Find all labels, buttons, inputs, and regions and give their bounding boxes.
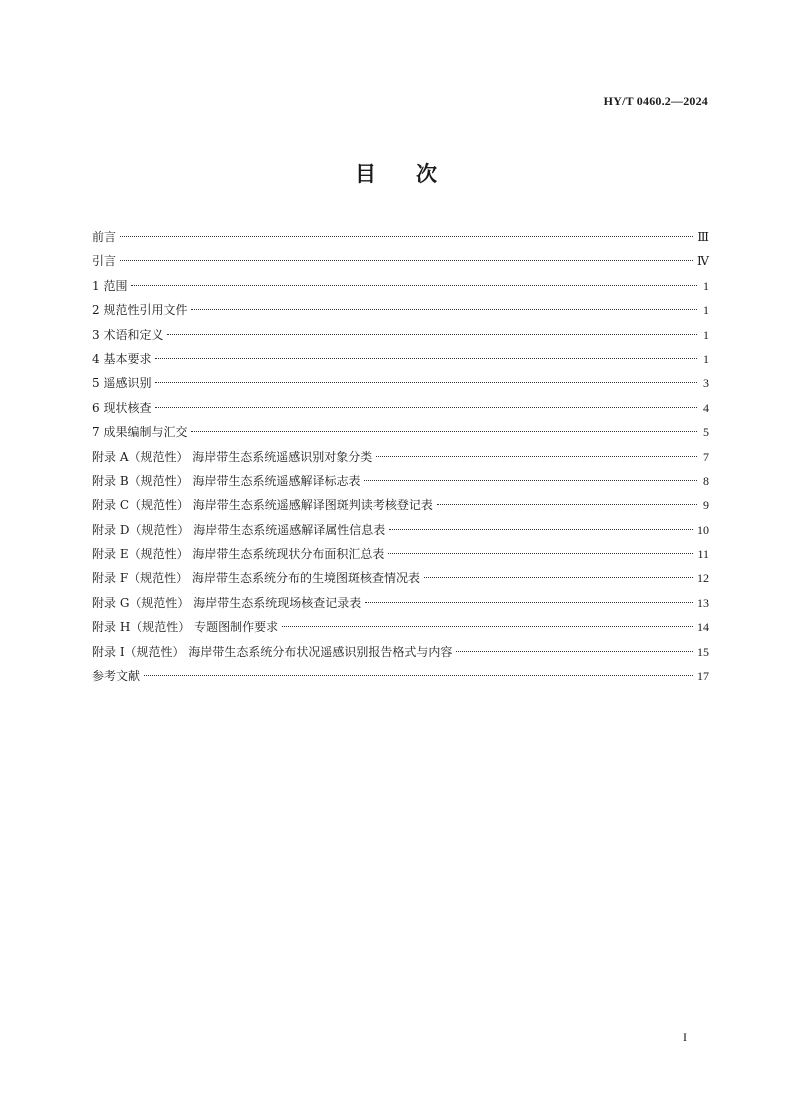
toc-entry-page: 1 bbox=[703, 278, 709, 293]
page-title: 目次 bbox=[355, 162, 477, 186]
toc-entry-label: 参考文献 bbox=[92, 669, 141, 684]
toc-leader-dots bbox=[437, 504, 697, 505]
toc-entry-page: 1 bbox=[703, 303, 709, 318]
toc-entry-label: 附录 A（规范性） 海岸带生态系统遥感识别对象分类 bbox=[92, 449, 373, 464]
toc-leader-dots bbox=[191, 431, 697, 432]
toc-entry-label: 前言 bbox=[92, 230, 117, 244]
toc-entry[interactable] bbox=[92, 373, 709, 397]
toc-leader-dots bbox=[388, 553, 693, 554]
toc-entry[interactable] bbox=[92, 593, 709, 617]
toc-entry-page: 1 bbox=[703, 351, 709, 366]
toc-entry-label: 1 范围 bbox=[92, 278, 128, 293]
toc-entry[interactable] bbox=[92, 642, 709, 666]
toc-entry-page: 13 bbox=[697, 595, 709, 610]
toc-entry[interactable] bbox=[92, 520, 709, 544]
toc-entry-label: 附录 E（规范性） 海岸带生态系统现状分布面积汇总表 bbox=[92, 547, 385, 562]
toc-entry-label: 附录 C（规范性） 海岸带生态系统遥感解译图斑判读考核登记表 bbox=[92, 498, 433, 513]
toc-entry-page: 17 bbox=[697, 669, 709, 684]
toc-entry-label: 附录 G（规范性） 海岸带生态系统现场核查记录表 bbox=[92, 595, 362, 610]
toc-leader-dots bbox=[155, 382, 697, 383]
toc-leader-dots bbox=[424, 577, 693, 578]
toc-entry-page: 11 bbox=[697, 547, 709, 562]
toc-entry-page: Ⅲ bbox=[697, 230, 709, 244]
toc-entry-label: 6 现状核查 bbox=[92, 400, 152, 415]
standard-code: HY/T 0460.2—2024 bbox=[603, 94, 708, 108]
toc-entry[interactable] bbox=[92, 447, 709, 471]
toc-entry[interactable] bbox=[92, 495, 709, 519]
toc-entry-page: 8 bbox=[703, 473, 709, 488]
toc-entry-label: 7 成果编制与汇交 bbox=[92, 425, 188, 440]
toc-leader-dots bbox=[155, 358, 697, 359]
toc-entry-page: 3 bbox=[703, 376, 709, 391]
toc-leader-dots bbox=[364, 480, 697, 481]
toc-entry[interactable] bbox=[92, 568, 709, 592]
toc-entry-page: 4 bbox=[703, 400, 709, 415]
toc-leader-dots bbox=[120, 260, 693, 261]
toc-entry[interactable] bbox=[92, 422, 709, 446]
toc-leader-dots bbox=[155, 407, 697, 408]
toc-leader-dots bbox=[131, 285, 697, 286]
toc-entry-page: 12 bbox=[697, 571, 709, 586]
toc-entry-label: 附录 D（规范性） 海岸带生态系统遥感解译属性信息表 bbox=[92, 522, 386, 537]
toc-leader-dots bbox=[389, 529, 693, 530]
toc-entry[interactable] bbox=[92, 251, 709, 275]
toc-entry-label: 3 术语和定义 bbox=[92, 327, 164, 342]
toc-entry-label: 附录 F（规范性） 海岸带生态系统分布的生境图斑核查情况表 bbox=[92, 571, 420, 586]
toc-leader-dots bbox=[120, 236, 693, 237]
toc-entry[interactable] bbox=[92, 349, 709, 373]
toc-entry[interactable] bbox=[92, 544, 709, 568]
toc-entry-page: 1 bbox=[703, 327, 709, 342]
page-number: I bbox=[683, 1030, 687, 1044]
toc-leader-dots bbox=[456, 651, 693, 652]
toc-entry-label: 引言 bbox=[92, 254, 117, 269]
toc-entry[interactable] bbox=[92, 325, 709, 349]
table-of-contents bbox=[92, 227, 709, 690]
toc-entry-page: 5 bbox=[703, 425, 709, 440]
toc-entry-page: 9 bbox=[703, 498, 709, 513]
toc-leader-dots bbox=[144, 675, 693, 676]
toc-entry-label: 附录 H（规范性） 专题图制作要求 bbox=[92, 620, 279, 635]
toc-entry[interactable] bbox=[92, 276, 709, 300]
toc-entry-page: Ⅳ bbox=[697, 254, 709, 269]
toc-entry-label: 附录 I（规范性） 海岸带生态系统分布状况遥感识别报告格式与内容 bbox=[92, 644, 453, 659]
toc-entry[interactable] bbox=[92, 471, 709, 495]
toc-entry-label: 附录 B（规范性） 海岸带生态系统遥感解译标志表 bbox=[92, 473, 361, 488]
toc-leader-dots bbox=[282, 626, 693, 627]
toc-leader-dots bbox=[365, 602, 693, 603]
toc-leader-dots bbox=[376, 456, 697, 457]
toc-entry-page: 15 bbox=[697, 644, 709, 659]
toc-entry-label: 5 遥感识别 bbox=[92, 376, 152, 391]
toc-entry-page: 10 bbox=[697, 522, 709, 537]
toc-entry-page: 7 bbox=[703, 449, 709, 464]
toc-entry[interactable] bbox=[92, 300, 709, 324]
toc-entry[interactable] bbox=[92, 227, 709, 251]
toc-leader-dots bbox=[191, 309, 697, 310]
toc-entry-label: 2 规范性引用文件 bbox=[92, 303, 188, 318]
toc-entry-page: 14 bbox=[697, 620, 709, 635]
toc-entry[interactable] bbox=[92, 617, 709, 641]
toc-entry[interactable] bbox=[92, 398, 709, 422]
toc-leader-dots bbox=[167, 334, 697, 335]
toc-entry-label: 4 基本要求 bbox=[92, 351, 152, 366]
toc-entry[interactable] bbox=[92, 666, 709, 690]
